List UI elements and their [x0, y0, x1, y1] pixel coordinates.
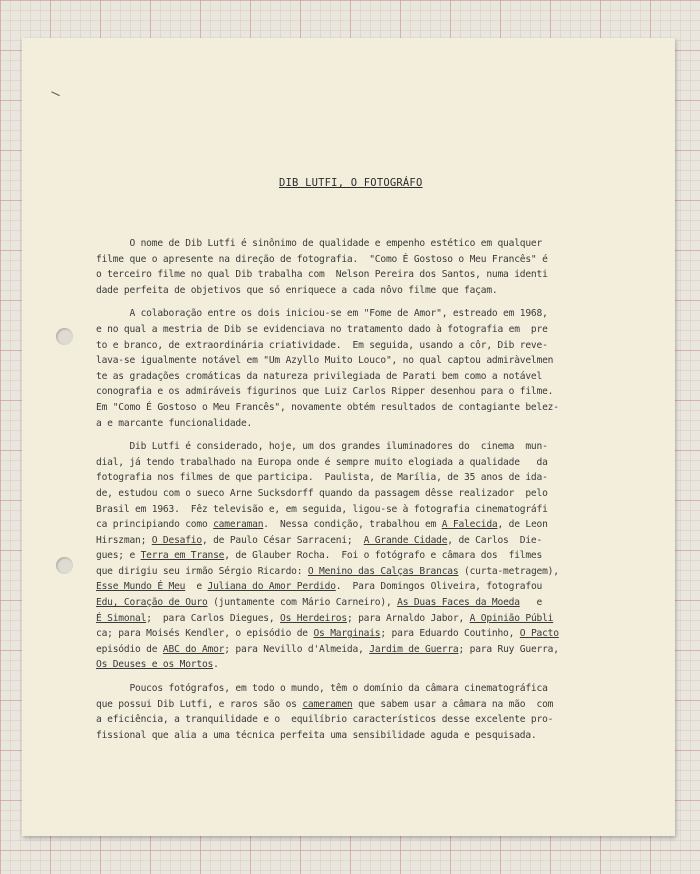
punch-hole-bottom: [56, 557, 73, 574]
text-line: a e marcante funcionalidade.: [96, 417, 253, 429]
text-line: Edu, Coração de Ouro (juntamente com Mário Carneiro), As Duas Faces da Moeda e: [96, 597, 543, 609]
text-line: dial, já tendo trabalhado na Europa onde é sempre muito elogiada a qualidade da: [96, 456, 548, 468]
text-line: O nome de Dib Lutfi é sinônimo de qualidade e empenho estético em qualquer: [96, 238, 543, 249]
text-line: de, estudou com o sueco Arne Sucksdorff quando da passagem dêsse realizador pelo: [96, 487, 548, 499]
text-line: É Simonal; para Carlos Diegues, Os Herdeiros; para Arnaldo Jabor, A Opinião Públi: [96, 612, 554, 624]
punch-hole-top: [56, 328, 73, 345]
text-line: Poucos fotógrafos, em todo o mundo, têm o domínio da câmara cinematográfica: [96, 683, 548, 695]
text-line: Em "Como É Gostoso o Meu Francês", novamente obtém resultados de contagiante belez-: [96, 401, 559, 413]
text-line: fotografia nos filmes de que participa. Paulista, de Marília, de 35 anos de ida-: [96, 472, 548, 484]
text-line: fissional que alia a uma técnica perfeita uma sensibilidade aguda e pesquisada.: [96, 729, 537, 741]
text-line: que possui Dib Lutfi, e raros são os cameramen que sabem usar a câmara na mão com: [96, 698, 554, 710]
text-line: episódio de ABC do Amor; para Nevillo d'Almeida, Jardim de Guerra; para Ruy Guerra,: [96, 643, 559, 655]
paragraph-1: [96, 236, 559, 298]
text-line: dade perfeita de objetivos que só enriquece a cada nôvo filme que façam.: [96, 284, 498, 296]
text-line: o terceiro filme no qual Dib trabalha com Nelson Pereira dos Santos, numa identi: [96, 269, 548, 281]
text-line: conografia e os admiráveis figurinos que Luiz Carlos Ripper desenhou para o filme.: [96, 386, 554, 398]
paragraph-4: [96, 681, 559, 743]
text-line: filme que o apresente na direção de fotografia. "Como É Gostoso o Meu Francês" é: [96, 253, 548, 265]
text-line: ca principiando como cameraman. Nessa condição, trabalhou em A Falecida, de Leon: [96, 519, 548, 531]
document-title: DIB LUTFI, O FOTOGRÁFO: [279, 177, 423, 189]
text-line: Dib Lutfi é considerado, hoje, um dos grandes iluminadores do cinema mun-: [96, 441, 548, 453]
text-line: ca; para Moisés Kendler, o episódio de Os Marginais; para Eduardo Coutinho, O Pacto: [96, 628, 559, 640]
document-body: [96, 236, 559, 751]
text-line: to e branco, de extraordinária criatividade. Em seguida, usando a côr, Dib reve-: [96, 339, 548, 351]
text-line: lava-se igualmente notável em "Um Azyllo Muito Louco", no qual captou admiràvelmen: [96, 355, 554, 367]
paragraph-3: [96, 439, 559, 673]
text-line: Hirszman; O Desafio, de Paulo César Sarraceni; A Grande Cidade, de Carlos Die-: [96, 534, 543, 546]
text-line: que dirigiu seu irmão Sérgio Ricardo: O Menino das Calças Brancas (curta-metragem),: [96, 565, 559, 577]
paragraph-2: [96, 306, 559, 431]
text-line: A colaboração entre os dois iniciou-se em "Fome de Amor", estreado em 1968,: [96, 308, 548, 320]
text-line: e no qual a mestria de Dib se evidenciava no tratamento dado à fotografia em pre: [96, 323, 548, 335]
text-line: gues; e Terra em Transe, de Glauber Rocha. Foi o fotógrafo e câmara dos filmes: [96, 550, 543, 562]
text-line: a eficiência, a tranquilidade e o equilíbrio característicos desse excelente pro-: [96, 714, 554, 726]
text-line: Esse Mundo É Meu e Juliana do Amor Perdido. Para Domingos Oliveira, fotografou: [96, 581, 543, 593]
text-line: te as gradações cromáticas da natureza privilegiada de Parati bem como a notável: [96, 370, 543, 382]
text-line: Os Deuses e os Mortos.: [96, 659, 219, 671]
text-line: Brasil em 1963. Fêz televisão e, em seguida, ligou-se à fotografia cinematográfi: [96, 503, 548, 515]
